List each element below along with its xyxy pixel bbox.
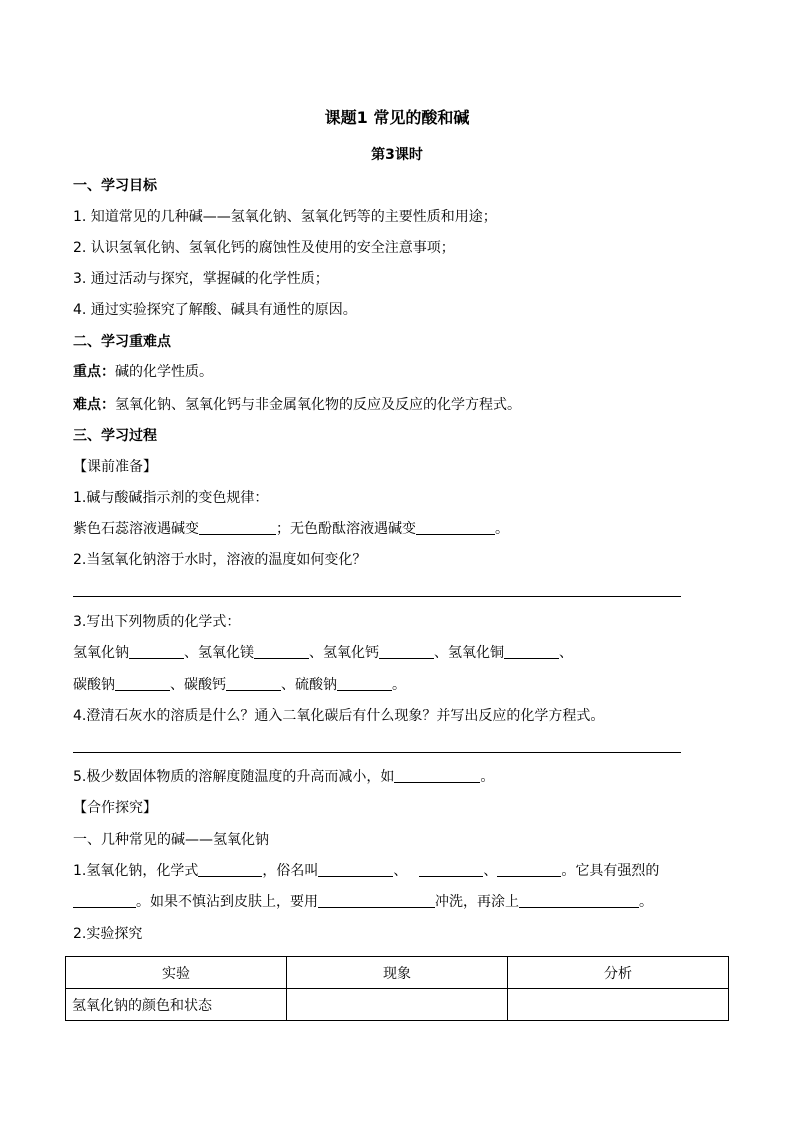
key-point-line — [73, 362, 213, 382]
blank-formula[interactable] — [226, 676, 281, 691]
key-label: 重点： — [73, 364, 115, 380]
blank-formula[interactable] — [379, 644, 434, 659]
section-heading-objectives: 一、学习目标 — [73, 178, 157, 194]
section-heading-keypoints: 二、学习重难点 — [73, 334, 171, 350]
table-cell-analysis[interactable] — [508, 989, 729, 1021]
objective-item: 3. 通过活动与探究，掌握碱的化学性质； — [73, 271, 329, 287]
experiment-heading: 2.实验探究 — [73, 926, 143, 942]
page-subtitle: 第3课时 — [371, 147, 423, 163]
column-header-analysis: 分析 — [508, 957, 729, 989]
blank-common-name[interactable] — [497, 862, 561, 877]
blank-property[interactable] — [73, 893, 136, 908]
section-heading-process: 三、学习过程 — [73, 428, 157, 444]
prep-question-1: 1.碱与酸碱指示剂的变色规律： — [73, 490, 269, 506]
blank-example[interactable] — [394, 768, 480, 783]
blank-rinse-agent[interactable] — [318, 893, 435, 908]
explore-heading: 【合作探究】 — [73, 800, 157, 816]
blank-chemical-formula[interactable] — [198, 862, 262, 877]
table-cell-experiment: 氢氧化钠的颜色和状态 — [66, 989, 287, 1021]
column-header-phenomenon: 现象 — [287, 957, 508, 989]
blank-formula[interactable] — [504, 644, 559, 659]
prep-heading: 【课前准备】 — [73, 459, 157, 475]
difficulty-label: 难点： — [73, 397, 115, 413]
table-row — [66, 989, 729, 1021]
table-cell-phenomenon[interactable] — [287, 989, 508, 1021]
prep-question-2: 2.当氢氧化钠溶于水时，溶液的温度如何变化？ — [73, 552, 367, 568]
blank-phenolphthalein-color[interactable] — [416, 520, 495, 535]
answer-line-q2[interactable] — [73, 596, 681, 597]
table-header-row — [66, 957, 729, 989]
blank-formula[interactable] — [254, 644, 309, 659]
prep-question-4: 4.澄清石灰水的溶质是什么？通入二氧化碳后有什么现象？并写出反应的化学方程式。 — [73, 708, 605, 724]
blank-apply-agent[interactable] — [519, 893, 639, 908]
blank-formula[interactable] — [337, 676, 392, 691]
blank-litmus-color[interactable] — [199, 520, 276, 535]
key-text: 碱的化学性质。 — [115, 364, 213, 380]
explore-subheading: 一、几种常见的碱——氢氧化钠 — [73, 832, 269, 848]
naoh-line-1: 1.氢氧化钠，化学式 ，俗名叫 、 、 。它具有强烈的 — [73, 863, 660, 879]
formula-row-2: 碳酸钠 、碳酸钙 、硫酸钠 。 — [73, 677, 406, 693]
difficulty-text: 氢氧化钠、氢氧化钙与非金属氧化物的反应及反应的化学方程式。 — [115, 397, 521, 413]
prep-question-1-answer-line: 紫色石蕊溶液遇碱变 ；无色酚酞溶液遇碱变 。 — [73, 521, 509, 537]
objective-item: 4. 通过实验探究了解酸、碱具有通性的原因。 — [73, 302, 357, 318]
column-header-experiment: 实验 — [66, 957, 287, 989]
objective-item: 1. 知道常见的几种碱——氢氧化钠、氢氧化钙等的主要性质和用途； — [73, 209, 497, 225]
difficulty-line — [73, 395, 521, 415]
prep-question-3: 3.写出下列物质的化学式： — [73, 614, 241, 630]
experiment-table — [65, 956, 729, 1021]
blank-formula[interactable] — [115, 676, 170, 691]
blank-common-name[interactable] — [318, 862, 393, 877]
formula-row-1: 氢氧化钠 、氢氧化镁 、氢氧化钙 、氢氧化铜 、 — [73, 645, 573, 661]
blank-formula[interactable] — [129, 644, 184, 659]
naoh-line-2: 。如果不慎沾到皮肤上，要用 冲洗，再涂上 。 — [73, 892, 653, 912]
blank-common-name[interactable] — [419, 862, 483, 877]
prep-question-5: 5.极少数固体物质的溶解度随温度的升高而减小，如 。 — [73, 769, 495, 785]
answer-line-q4[interactable] — [73, 752, 681, 753]
page-title: 课题1 常见的酸和碱 — [324, 108, 470, 127]
objective-item: 2. 认识氢氧化钠、氢氧化钙的腐蚀性及使用的安全注意事项； — [73, 240, 455, 256]
